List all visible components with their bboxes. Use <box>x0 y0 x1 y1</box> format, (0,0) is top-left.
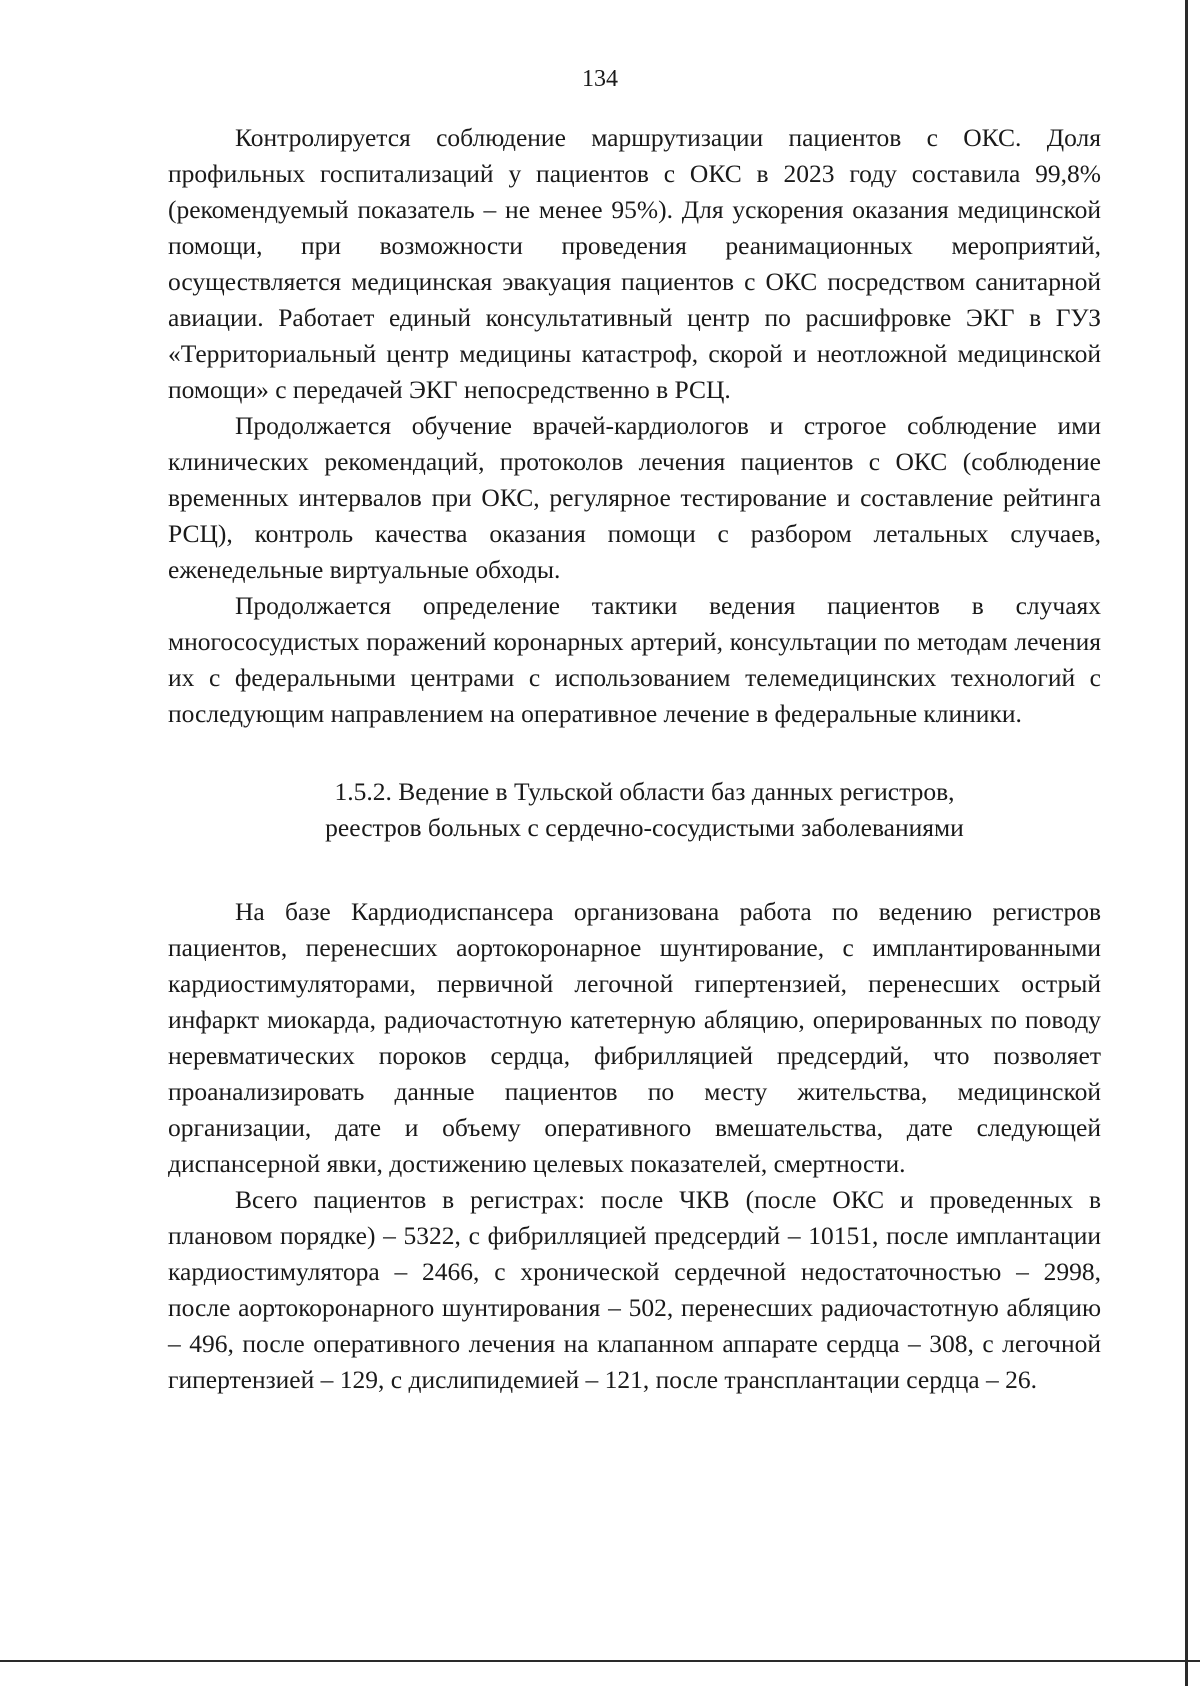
page-edge-bottom <box>0 1660 1200 1662</box>
paragraph-routing-oks: Контролируется соблюдение маршрутизации пациентов с ОКС. Доля профильных госпитализаций у пациентов с ОКС в 2023 году составила 99,8% (рекомендуемый показатель – не менее 95%). Для ускорения оказания медицинской помощи, при возможности проведения реанимационных мероприятий, осуществляется медицинская эвакуация пациентов с ОКС посредством санитарной авиации. Работает единый консультативный центр по расшифровке ЭКГ в ГУЗ «Территориальный центр медицины катастроф, скорой и неотложной медицинской помощи» с передачей ЭКГ непосредственно в РСЦ. <box>168 123 1101 404</box>
paragraph-registry-totals: Всего пациентов в регистрах: после ЧКВ (после ОКС и проведенных в плановом порядке) – 5322, с фибрилляцией предсердий – 10151, после имплантации кардиостимулятора – 2466, с хронической сердечной недостаточностью – 2998, после аортокоронарного шунтирования – 502, перенесших радиочастотную абляцию – 496, после оперативного лечения на клапанном аппарате сердца – 308, с легочной гипертензией – 129, с дислипидемией – 121, после трансплантации сердца – 26. <box>168 1185 1101 1394</box>
paragraph-cardiologist-training: Продолжается обучение врачей-кардиологов и строгое соблюдение ими клинических рекомендаций, протоколов лечения пациентов с ОКС (соблюдение временных интервалов при ОКС, регулярное тестирование и составление рейтинга РСЦ), контроль качества оказания помощи с разбором летальных случаев, еженедельные виртуальные обходы. <box>168 411 1101 584</box>
section-heading-line-1: 1.5.2. Ведение в Тульской области баз данных регистров, <box>334 777 955 806</box>
page-content <box>168 120 1101 1398</box>
section-heading <box>168 774 1101 846</box>
section-heading-line-2: реестров больных с сердечно-сосудистыми заболеваниями <box>325 813 964 842</box>
paragraph-treatment-tactics: Продолжается определение тактики ведения пациентов в случаях многососудистых поражений коронарных артерий, консультации по методам лечения их с федеральными центрами с использованием телемедицинских технологий с последующим направлением на оперативное лечение в федеральные клиники. <box>168 591 1101 728</box>
paragraph-registry-work: На базе Кардиодиспансера организована работа по ведению регистров пациентов, перенесших аортокоронарное шунтирование, с имплантированными кардиостимуляторами, первичной легочной гипертензией, перенесших острый инфаркт миокарда, радиочастотную катетерную абляцию, оперированных по поводу неревматических пороков сердца, фибрилляцией предсердий, что позволяет проанализировать данные пациентов по месту жительства, медицинской организации, дате и объему оперативного вмешательства, дате следующей диспансерной явки, достижению целевых показателей, смертности. <box>168 897 1101 1178</box>
page-edge-right <box>1185 0 1188 1686</box>
page-number: 134 <box>582 66 618 92</box>
